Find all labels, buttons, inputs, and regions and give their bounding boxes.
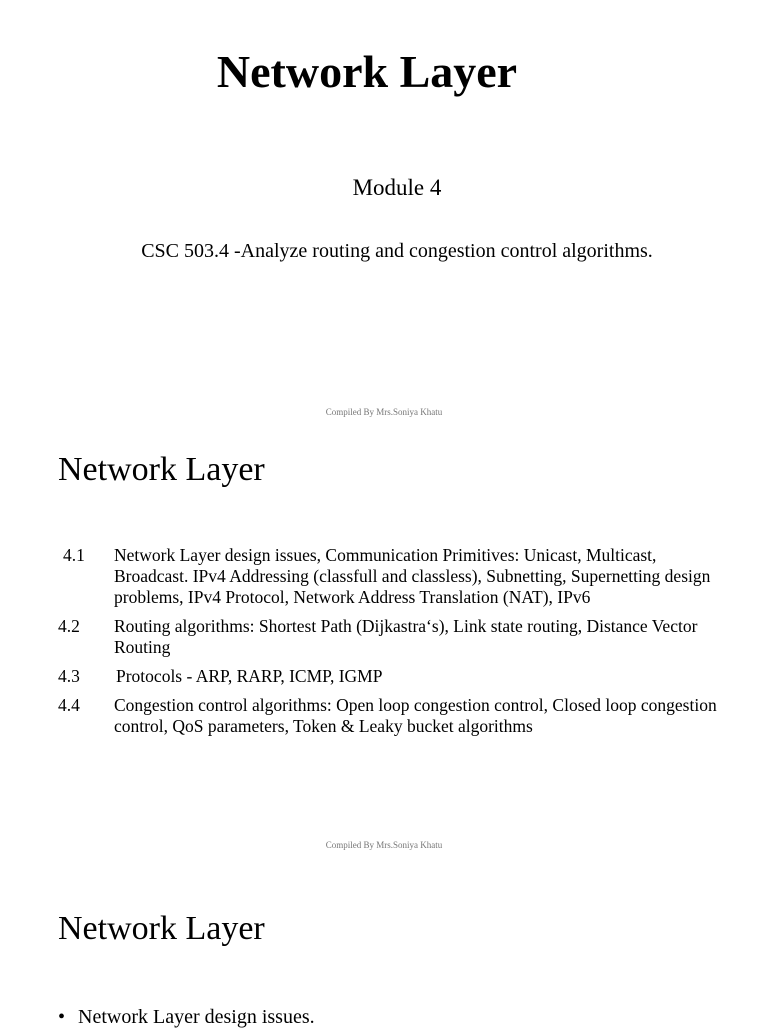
topic-number: 4.4 <box>58 695 80 715</box>
bullet-list <box>58 1004 315 1030</box>
slide-design-issues <box>0 866 768 1028</box>
list-item <box>58 1004 315 1030</box>
topic-item <box>58 545 718 608</box>
topic-list <box>58 545 718 745</box>
slide-footer: Compiled By Mrs.Soniya Khatu <box>325 840 443 850</box>
topic-item <box>58 616 718 658</box>
topic-number: 4.2 <box>58 616 80 636</box>
slide-syllabus <box>0 433 768 866</box>
topic-number: 4.3 <box>58 666 80 686</box>
bullet-text: Network Layer design issues. <box>78 1006 315 1028</box>
course-outcome: CSC 503.4 -Analyze routing and congestion control algorithms. <box>141 240 653 262</box>
topic-item <box>58 695 718 737</box>
page-title: Network Layer <box>216 46 518 97</box>
slide-heading: Network Layer <box>58 451 265 488</box>
topic-text: Congestion control algorithms: Open loop congestion control, Closed loop congestion control, QoS parameters, Token & Leaky bucket algorithms <box>114 695 717 736</box>
slide-footer: Compiled By Mrs.Soniya Khatu <box>325 407 443 417</box>
bullet-icon: • <box>58 1006 66 1028</box>
topic-text: Protocols - ARP, RARP, ICMP, IGMP <box>116 666 383 686</box>
topic-number: 4.1 <box>63 545 85 565</box>
slide-heading: Network Layer <box>58 910 265 947</box>
topic-text: Network Layer design issues, Communication Primitives: Unicast, Multicast, Broadcast. IPv4 Addressing (classfull and classless), Subnetting, Supernetting design problems, IPv4 Protocol, Network Address Translation (NAT), IPv6 <box>114 545 711 607</box>
slide-title-page <box>0 0 768 433</box>
module-label: Module 4 <box>352 175 442 200</box>
topic-item <box>58 666 718 687</box>
topic-text: Routing algorithms: Shortest Path (Dijkastra‘s), Link state routing, Distance Vector Routing <box>114 616 698 657</box>
